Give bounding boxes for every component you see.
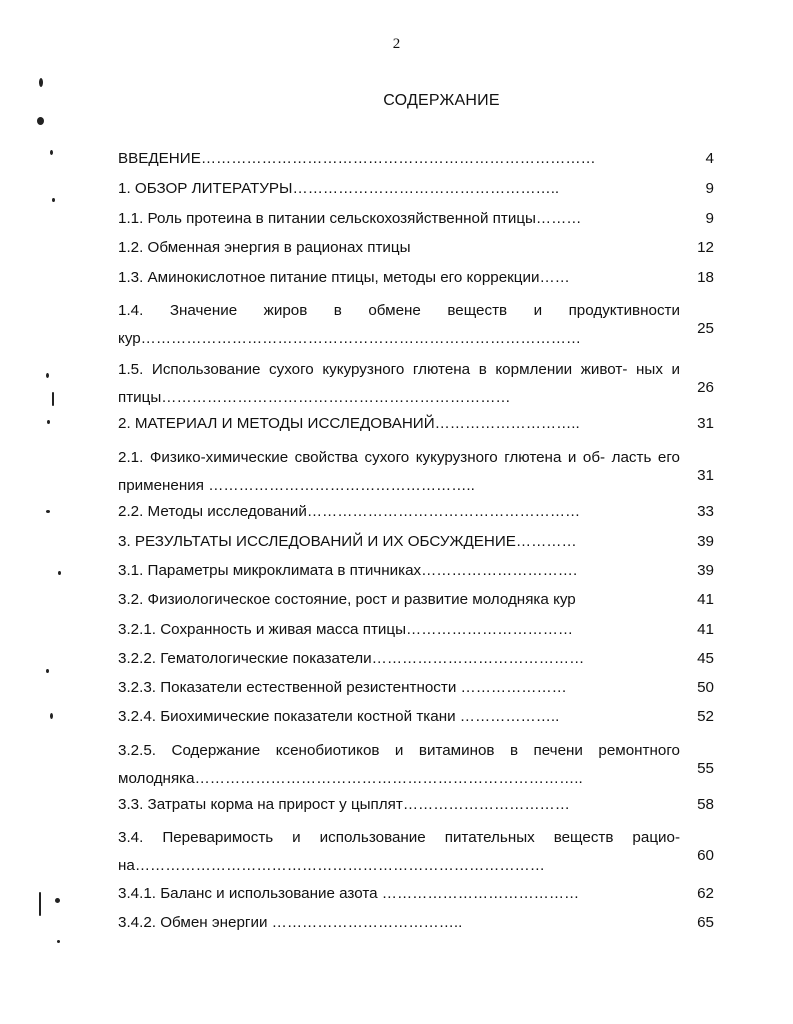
toc-entry-page: 31 [697,415,714,432]
scan-speck [47,420,50,424]
scan-speck [46,510,50,513]
scan-speck [52,392,54,406]
scan-speck [58,571,61,575]
toc-entry-title: 3.2. Физиологическое состояние, рост и развитие молодняка кур [118,591,576,608]
scan-speck [55,898,60,903]
toc-entry-title: 3.4.1. Баланс и использование азота ………………………………… [118,885,580,902]
toc-entry-page: 39 [697,533,714,550]
toc-entry-title: ВВЕДЕНИЕ…………………………………………………………………… [118,150,596,167]
toc-entry-page: 52 [697,708,714,725]
scan-speck [46,669,49,673]
toc-entry-title: 3.2.2. Гематологические показатели…………………………………… [118,650,585,667]
toc-entry-page: 50 [697,679,714,696]
toc-entry-page: 12 [697,239,714,256]
toc-entry-page: 18 [697,269,714,286]
toc-entry-page: 4 [705,150,714,167]
toc-entry-page: 60 [697,847,714,864]
toc-entry-page: 55 [697,760,714,777]
toc-entry-title: 3.3. Затраты корма на прирост у цыплят…………………………… [118,796,570,813]
toc-entry-title: 3.4. Переваримость и использование питательных веществ рацио- на……………………………………………………………………… [118,829,680,874]
toc-entry-page: 26 [697,379,714,396]
toc-entry-page: 9 [705,180,714,197]
page-title: СОДЕРЖАНИЕ [383,92,500,109]
toc-entry-title: 3.4.2. Обмен энергии ……………………………….. [118,914,463,931]
toc-entry-title: 1. ОБЗОР ЛИТЕРАТУРЫ…………………………………………….. [118,180,560,197]
toc-entry-page: 31 [697,467,714,484]
toc-entry-title: 3.2.4. Биохимические показатели костной ткани ……………….. [118,708,560,725]
scan-speck [52,198,55,202]
toc-entry-page: 41 [697,621,714,638]
scan-speck [50,150,53,155]
toc-entry-title: 1.3. Аминокислотное питание птицы, методы его коррекции…… [118,269,570,286]
toc-entry-page: 33 [697,503,714,520]
toc-entry-title: 1.4. Значение жиров в обмене веществ и продуктивности кур…………………………………………………………………………… [118,302,680,347]
scan-speck [57,940,60,943]
toc-entry-title: 3.1. Параметры микроклимата в птичниках…………………………. [118,562,578,579]
scan-speck [39,78,43,87]
toc-entry-title: 3.2.5. Содержание ксенобиотиков и витаминов в печени ремонтного молодняка………………………………………………………………….. [118,742,680,787]
toc-entry-title: 1.1. Роль протеина в питании сельскохозяйственной птицы……… [118,210,582,227]
scan-speck [50,713,53,719]
toc-entry-title: 3. РЕЗУЛЬТАТЫ ИССЛЕДОВАНИЙ И ИХ ОБСУЖДЕНИЕ………… [118,533,577,550]
toc-entry-title: 2.2. Методы исследований……………………………………………… [118,503,581,520]
toc-entry-title: 1.5. Использование сухого кукурузного глютена в кормлении живот- ных и птицы…………………………………………………………… [118,361,680,406]
toc-entry-page: 41 [697,591,714,608]
scan-speck [39,892,41,916]
toc-entry-title: 3.2.1. Сохранность и живая масса птицы…………………………… [118,621,574,638]
toc-entry-title: 3.2.3. Показатели естественной резистентности ………………… [118,679,567,696]
toc-entry-title: 2.1. Физико-химические свойства сухого кукурузного глютена и об- ласть его применения …………………………………………….. [118,449,680,494]
toc-entry-title: 1.2. Обменная энергия в рационах птицы [118,239,411,256]
toc-entry-page: 39 [697,562,714,579]
page-number: 2 [392,36,401,52]
scan-speck [46,373,49,378]
toc-entry-page: 58 [697,796,714,813]
toc-entry-page: 9 [705,210,714,227]
scan-speck [37,117,44,125]
toc-entry-page: 45 [697,650,714,667]
toc-entry-title: 2. МАТЕРИАЛ И МЕТОДЫ ИССЛЕДОВАНИЙ……………………….. [118,415,580,432]
toc-entry-page: 25 [697,320,714,337]
toc-entry-page: 62 [697,885,714,902]
toc-entry-page: 65 [697,914,714,931]
